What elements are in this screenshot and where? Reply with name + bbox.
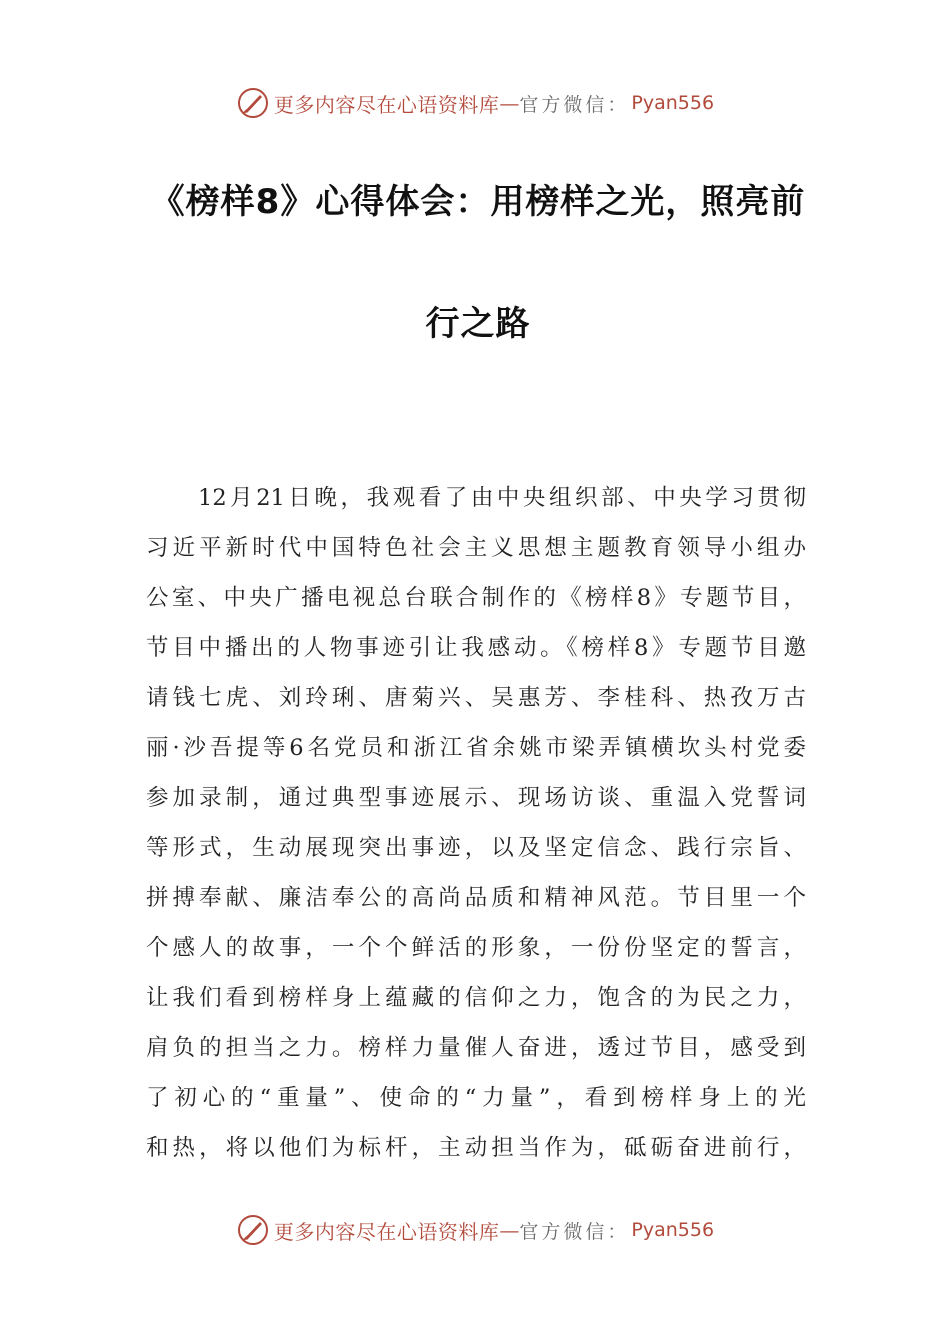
banner-dash: — [499, 91, 520, 115]
banner-wechat-id: Pyan556 [631, 92, 715, 114]
paragraph-line: 节目中播出的人物事迹引让我感动。《榜样8》专题节目邀 [146, 635, 806, 661]
paragraph-line: 了初心的“重量”、使命的“力量”，看到榜样身上的光 [146, 1085, 806, 1111]
document-title-line-2: 行之路 [425, 304, 531, 344]
paragraph-line: 让我们看到榜样身上蕴藏的信仰之力，饱含的为民之力， [146, 985, 806, 1011]
paragraph-line: 12月21日晚，我观看了由中央组织部、中央学习贯彻 [198, 485, 806, 511]
paragraph-line: 请钱七虎、刘玲琍、唐菊兴、吴惠芳、李桂科、热孜万古 [146, 685, 806, 711]
banner-wechat-id: Pyan556 [631, 1219, 715, 1241]
paragraph-line: 丽·沙吾提等6名党员和浙江省余姚市梁弄镇横坎头村党委 [146, 735, 806, 761]
paragraph-line: 和热，将以他们为标杆，主动担当作为，砥砺奋进前行， [146, 1135, 806, 1161]
banner-official-label: 官方微信： [519, 93, 630, 116]
banner-official-label: 官方微信： [519, 1220, 630, 1243]
banner-main-text: 更多内容尽在心语资料库 [273, 92, 500, 117]
quill-logo-icon [236, 1213, 270, 1247]
quill-logo-icon [236, 86, 270, 120]
document-title-line-1: 《榜样8》心得体会：用榜样之光，照亮前 [150, 182, 806, 222]
footer-watermark-banner [0, 1210, 950, 1250]
paragraph-line: 肩负的担当之力。榜样力量催人奋进，透过节目，感受到 [146, 1035, 806, 1061]
paragraph-line: 个感人的故事，一个个鲜活的形象，一份份坚定的誓言， [146, 935, 806, 961]
paragraph-line: 公室、中央广播电视总台联合制作的《榜样8》专题节目， [146, 585, 806, 611]
paragraph-line: 等形式，生动展现突出事迹，以及坚定信念、践行宗旨、 [146, 835, 806, 861]
paragraph-line: 参加录制，通过典型事迹展示、现场访谈、重温入党誓词 [146, 785, 806, 811]
body-paragraph [146, 473, 806, 1173]
paragraph-line: 习近平新时代中国特色社会主义思想主题教育领导小组办 [146, 535, 806, 561]
banner-main-text: 更多内容尽在心语资料库 [273, 1219, 500, 1244]
paragraph-line: 拼搏奉献、廉洁奉公的高尚品质和精神风范。节目里一个 [146, 885, 806, 911]
banner-dash: — [499, 1218, 520, 1242]
header-watermark-banner [0, 83, 950, 123]
